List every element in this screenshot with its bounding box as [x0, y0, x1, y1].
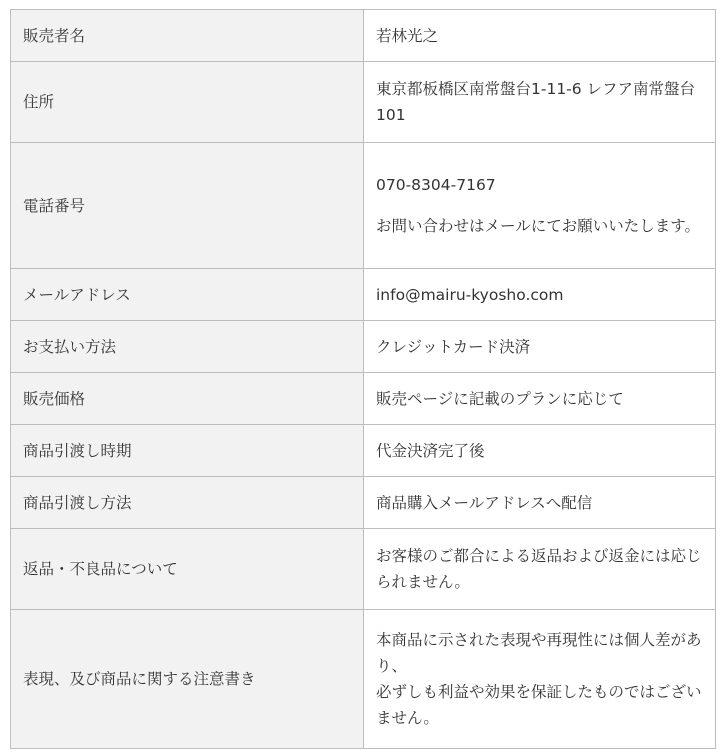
table-row: [11, 373, 716, 425]
legal-info-section: [10, 9, 715, 749]
row-label-returns: 返品・不良品について: [11, 529, 364, 610]
row-label-email: メールアドレス: [11, 269, 364, 321]
table-row: [11, 529, 716, 610]
row-value-address: [364, 62, 716, 143]
returns-text: お客様のご都合による返品および返金には応じられません。: [376, 547, 702, 591]
payment-method: クレジットカード決済: [376, 337, 531, 356]
email-address: info@mairu-kyosho.com: [376, 285, 564, 304]
row-label-delivery-method: 商品引渡し方法: [11, 477, 364, 529]
table-row: [11, 62, 716, 143]
row-value-delivery-method: [364, 477, 716, 529]
table-row: [11, 143, 716, 269]
row-label-disclaimer: 表現、及び商品に関する注意書き: [11, 610, 364, 749]
row-label-seller: 販売者名: [11, 10, 364, 62]
row-value-returns: [364, 529, 716, 610]
row-value-email: [364, 269, 716, 321]
row-value-phone: [364, 143, 716, 269]
row-value-payment: [364, 321, 716, 373]
table-row: [11, 610, 716, 749]
disclaimer-line-1: 本商品に示された表現や再現性には個人差があり、: [376, 631, 702, 675]
table-row: [11, 321, 716, 373]
table-row: [11, 269, 716, 321]
row-label-price: 販売価格: [11, 373, 364, 425]
delivery-method-text: 商品購入メールアドレスへ配信: [376, 493, 593, 512]
row-value-disclaimer: [364, 610, 716, 749]
table-row: [11, 477, 716, 529]
table-row: [11, 425, 716, 477]
seller-name: 若林光之: [376, 26, 439, 45]
row-value-seller: [364, 10, 716, 62]
phone-note: お問い合わせはメールにてお願いいたします。: [376, 217, 700, 235]
delivery-time-text: 代金決済完了後: [376, 441, 485, 460]
row-label-payment: お支払い方法: [11, 321, 364, 373]
price-text: 販売ページに記載のプランに応じて: [376, 389, 624, 408]
row-value-delivery-time: [364, 425, 716, 477]
row-label-delivery-time: 商品引渡し時期: [11, 425, 364, 477]
row-label-phone: 電話番号: [11, 143, 364, 269]
row-value-price: [364, 373, 716, 425]
spacer: [376, 198, 703, 213]
row-label-address: 住所: [11, 62, 364, 143]
table-row: [11, 10, 716, 62]
disclaimer-line-2: 必ずしも利益や効果を保証したものではございません。: [376, 683, 702, 727]
legal-info-table: [10, 9, 716, 749]
address-text: 東京都板橋区南常盤台1-11-6 レフア南常盤台101: [376, 80, 696, 124]
phone-number: 070-8304-7167: [376, 176, 496, 194]
